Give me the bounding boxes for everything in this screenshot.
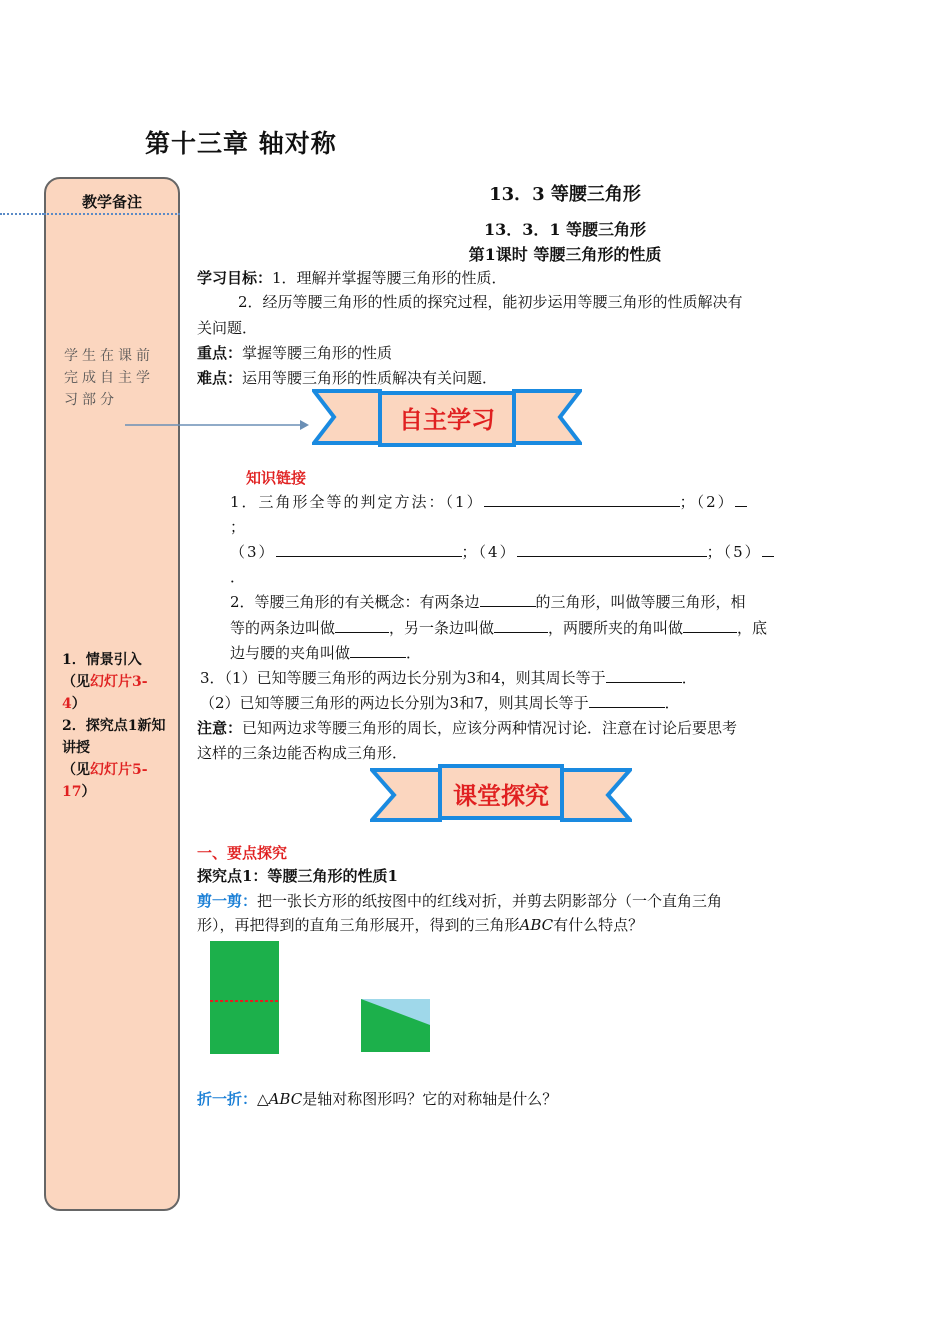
difficulty: 难点：运用等腰三角形的性质解决有关问题． xyxy=(197,369,498,387)
fold-line: 折一折：△ABC是轴对称图形吗？它的对称轴是什么？ xyxy=(197,1090,558,1108)
q1-end: ． xyxy=(230,568,246,586)
subsection-title: 13．3．1 等腰三角形 xyxy=(483,220,647,239)
q2-line2: 等的两条边叫做 ，另一条边叫做 ，两腰所夹的角叫做 ，底 xyxy=(230,616,767,640)
objective-2b: 关问题． xyxy=(197,319,258,337)
chapter-title: 第十三章 轴对称 xyxy=(145,129,337,158)
key-point: 重点：掌握等腰三角形的性质 xyxy=(197,344,393,362)
explore-title: 一、要点探究 xyxy=(197,844,288,862)
cut-triangle-figure xyxy=(360,998,432,1054)
knowledge-title: 知识链接 xyxy=(246,469,307,487)
banner-1-label: 自主学习 xyxy=(399,406,495,434)
step-1-ref: （见幻灯片3-4） xyxy=(62,674,148,712)
objective-2a: 2．经历等腰三角形的性质的探究过程，能初步运用等腰三角形的性质解决有 xyxy=(238,293,743,311)
sidebar-header: 教学备注 xyxy=(81,193,142,211)
cut-line2: 形），再把得到的直角三角形展开，得到的三角形ABC有什么特点？ xyxy=(197,916,644,934)
sidebar-note: 学生在课前完成自主学习部分 xyxy=(64,348,154,408)
step-2-ref: （见幻灯片5-17） xyxy=(62,762,148,800)
banner-2-label: 课堂探究 xyxy=(453,782,549,810)
q3-part2: （2）已知等腰三角形的两边长分别为3和7，则其周长等于 ． xyxy=(200,691,680,715)
folded-paper-figure xyxy=(209,940,281,1056)
section-title: 13．3 等腰三角形 xyxy=(489,184,641,205)
slide-link-2: 幻灯片5-17 xyxy=(62,762,148,800)
q1-line1: 1．三角形全等的判定方法：（1） ；（2） xyxy=(230,490,747,514)
explore-point-1: 探究点1：等腰三角形的性质1 xyxy=(197,867,398,885)
dotted-guide-left xyxy=(0,213,44,215)
arrow-icon xyxy=(125,415,310,435)
sidebar-steps xyxy=(62,649,168,803)
cut-line1: 剪一剪：把一张长方形的纸按图中的红线对折，并剪去阴影部分（一个直角三角 xyxy=(197,892,723,910)
step-2: 2．探究点1新知讲授 xyxy=(62,718,166,756)
objective-1: 学习目标：1．理解并掌握等腰三角形的性质． xyxy=(197,269,507,287)
q2-line3: 边与腰的夹角叫做 ． xyxy=(230,641,421,665)
note-line1: 注意：已知两边求等腰三角形的周长，应该分两种情况讨论．注意在讨论后要思考 xyxy=(197,719,738,737)
lesson-title: 第1课时 等腰三角形的性质 xyxy=(468,245,662,264)
slide-link-1: 幻灯片3-4 xyxy=(62,674,148,712)
q1-line1-tail: ； xyxy=(230,518,246,536)
note-line2: 这样的三条边能否构成三角形． xyxy=(197,744,408,762)
q3-part1: 3．（1）已知等腰三角形的两边长分别为3和4，则其周长等于 ． xyxy=(200,666,697,690)
sidebar-divider xyxy=(44,213,180,215)
q2-line1: 2．等腰三角形的有关概念：有两条边 的三角形，叫做等腰三角形，相 xyxy=(230,590,746,614)
q1-line2: （3） ；（4） ；（5） xyxy=(230,540,774,564)
step-1: 1．情景引入 xyxy=(62,652,142,668)
